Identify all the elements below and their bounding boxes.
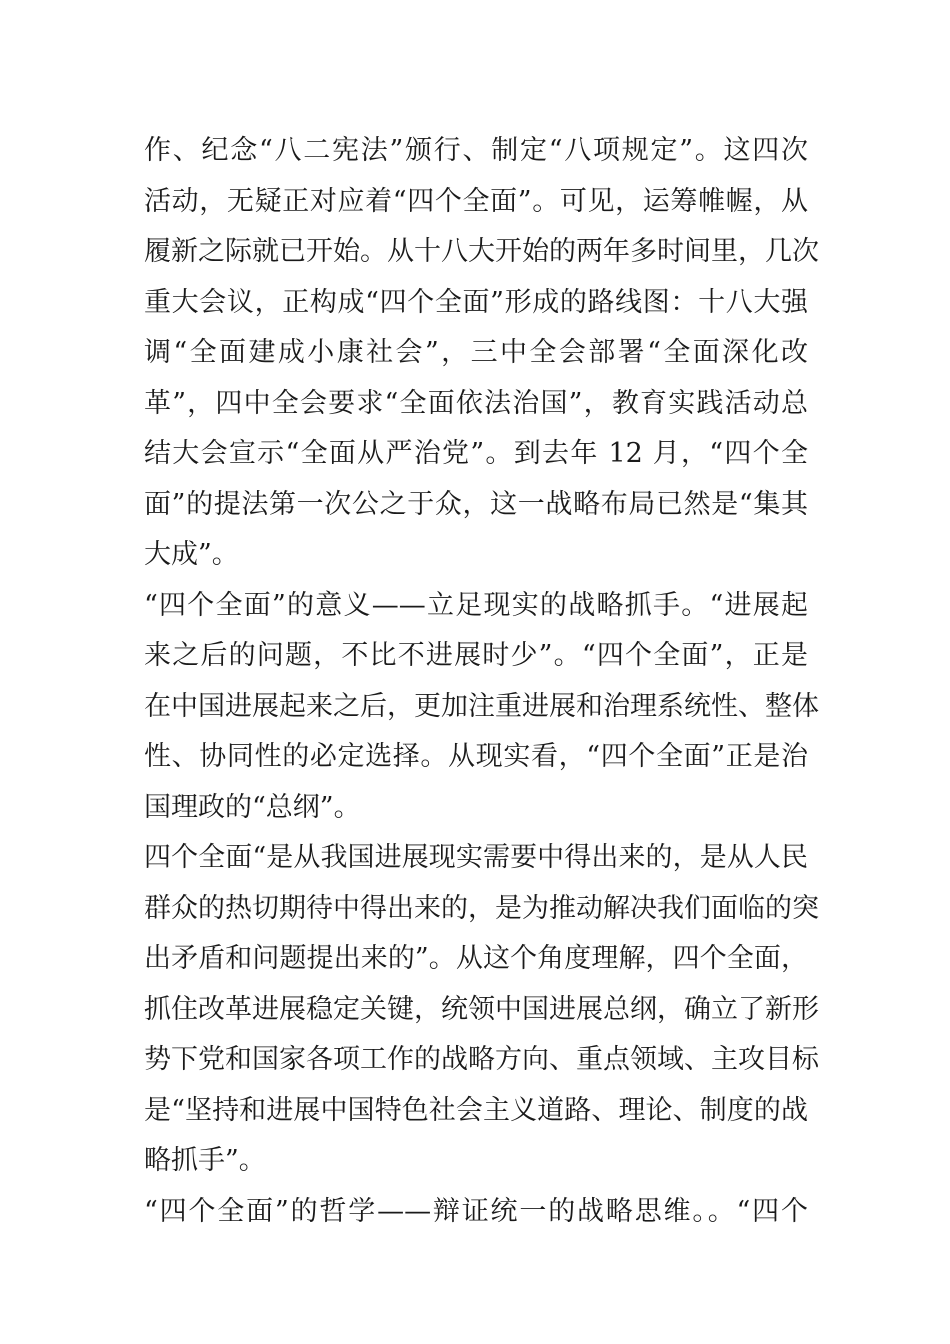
text-line: 履新之际就已开始。从十八大开始的两年多时间里，几次 (144, 236, 819, 267)
text-line: 抓住改革进展稳定关键，统领中国进展总纲，确立了新形 (144, 993, 819, 1025)
paragraph-4 (144, 1187, 808, 1238)
text-line: “四个全面”的哲学——辩证统一的战略思维。。“四个 (144, 1195, 808, 1227)
text-line: 重大会议，正构成“四个全面”形成的路线图：十八大强 (144, 286, 808, 318)
text-line: 略抓手”。 (144, 1145, 266, 1176)
text-line: 大成”。 (144, 539, 239, 570)
text-line: 在中国进展起来之后，更加注重进展和治理系统性、整体 (144, 690, 819, 722)
text-line: 性、协同性的必定选择。从现实看，“四个全面”正是治 (144, 741, 808, 772)
text-line: 国理政的“总纲”。 (144, 791, 361, 823)
text-line: 是“坚持和进展中国特色社会主义道路、理论、制度的战 (144, 1094, 808, 1126)
text-line: “四个全面”的意义——立足现实的战略抓手。“进展起 (144, 589, 808, 621)
paragraph-3 (144, 833, 819, 1187)
document-body (144, 126, 819, 1237)
text-line: 来之后的问题，不比不进展时少”。“四个全面”，正是 (144, 640, 808, 671)
text-line: 势下党和国家各项工作的战略方向、重点领域、主攻目标 (144, 1044, 819, 1075)
text-line: 出矛盾和问题提出来的”。从这个角度理解，四个全面， (144, 943, 808, 974)
text-line: 结大会宣示“全面从严治党”。到去年 12 月，“四个全 (144, 438, 808, 469)
text-line: 革”，四中全会要求“全面依法治国”，教育实践活动总 (144, 387, 808, 419)
paragraph-1 (144, 126, 819, 581)
text-line: 四个全面“是从我国进展现实需要中得出来的，是从人民 (144, 842, 808, 873)
text-line: 面”的提法第一次公之于众，这一战略布局已然是“集其 (144, 488, 808, 520)
text-line: 作、纪念“八二宪法”颁行、制定“八项规定”。这四次 (144, 135, 808, 166)
paragraph-2 (144, 581, 819, 834)
text-line: 群众的热切期待中得出来的，是为推动解决我们面临的突 (144, 892, 819, 924)
text-line: 调“全面建成小康社会”，三中全会部署“全面深化改 (144, 337, 808, 368)
text-line: 活动，无疑正对应着“四个全面”。可见，运筹帷幄，从 (144, 185, 808, 217)
